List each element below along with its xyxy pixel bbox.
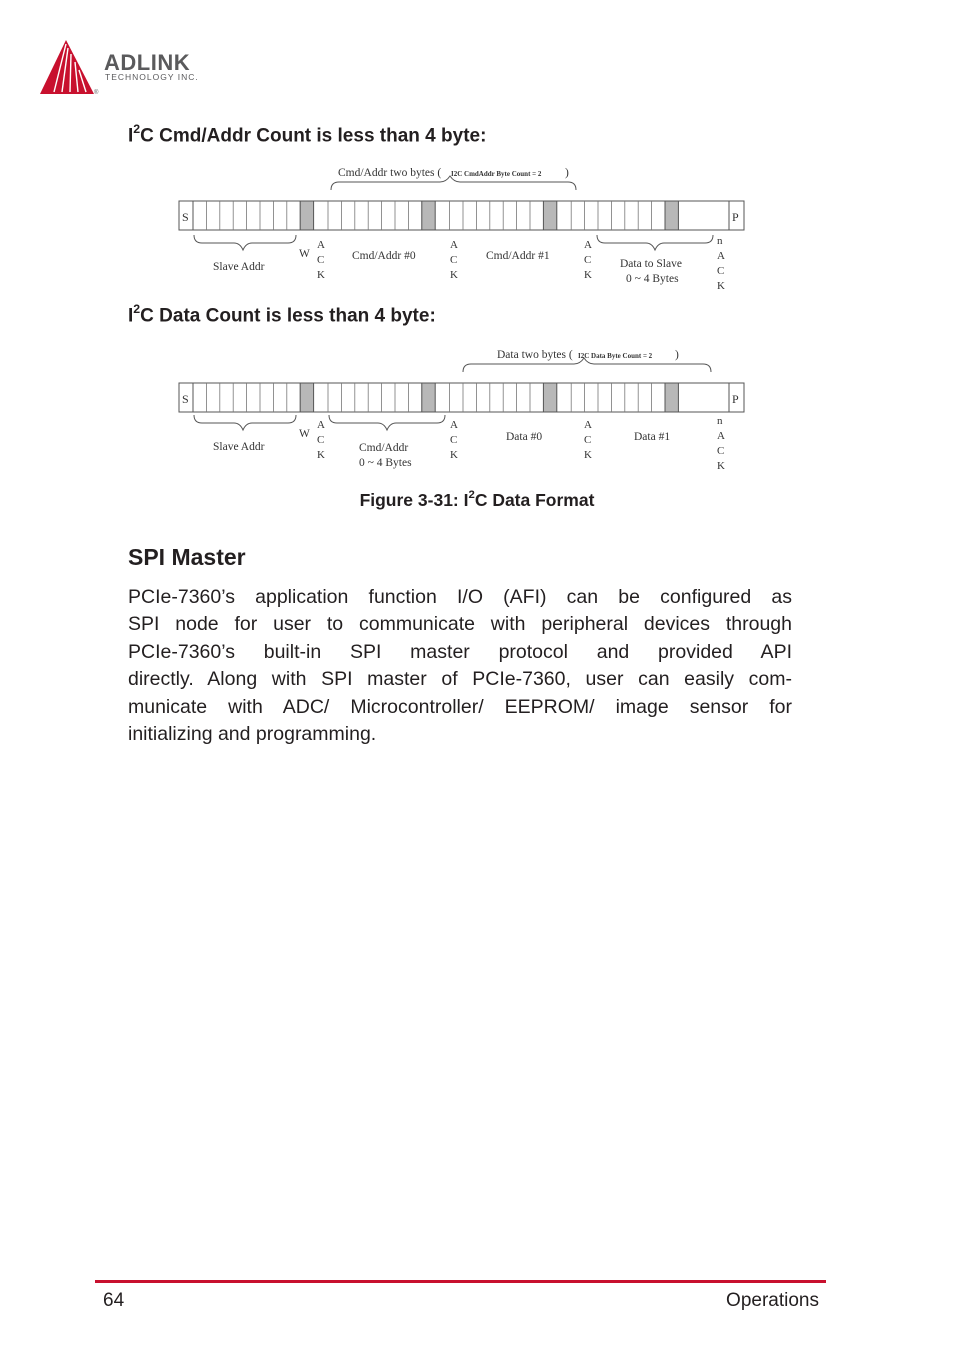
nack-letter: n: [717, 415, 723, 427]
nack-letter: n: [717, 235, 723, 247]
page-number: 64: [103, 1290, 125, 1311]
group-label: Cmd/Addr two bytes (: [338, 167, 442, 179]
ack-letter: A: [584, 239, 592, 251]
ack-letter: K: [584, 449, 592, 461]
ack-letter: K: [450, 449, 458, 461]
group-label-end: ): [565, 167, 569, 179]
group-label-end: ): [675, 349, 679, 361]
data-to-slave-label: Data to Slave: [620, 258, 682, 270]
cmdaddr0-label: Cmd/Addr #0: [352, 250, 416, 262]
ack-letter: C: [317, 254, 325, 266]
ack-letter: C: [584, 434, 592, 446]
logo-text: ADLINK: [104, 50, 191, 75]
paragraph-line: directly. Along with SPI master of PCIe-7360, user can easily com-: [128, 668, 792, 691]
byte-range-label: 0 ~ 4 Bytes: [359, 457, 412, 469]
bit-row: [179, 383, 744, 412]
write-bit-label: W: [299, 428, 310, 440]
paragraph-line: SPI node for user to communicate with peripheral devices through: [128, 613, 792, 636]
figure-caption: Figure 3-31: $I^2C$ Data Format: [359, 489, 595, 510]
slave-addr-label: Slave Addr: [213, 261, 265, 273]
cmdaddr-label: Cmd/Addr: [359, 442, 409, 454]
start-bit: S: [182, 210, 189, 224]
spi-master-paragraph: [128, 584, 792, 748]
registered-mark: ®: [94, 90, 99, 96]
nack-letter: A: [717, 250, 725, 262]
byte-range-label: 0 ~ 4 Bytes: [626, 273, 679, 285]
slave-addr-label: Slave Addr: [213, 441, 265, 453]
write-bit-label: W: [299, 248, 310, 260]
paragraph-line: PCIe-7360’s application function I/O (AFI) can be configured as: [128, 586, 792, 608]
ack-letter: A: [584, 419, 592, 431]
ack-letter: A: [317, 239, 325, 251]
stop-bit: P: [732, 392, 739, 406]
data0-label: Data #0: [506, 431, 543, 443]
ack-letter: C: [317, 434, 325, 446]
nack-letter: C: [717, 265, 725, 277]
data1-label: Data #1: [634, 431, 671, 443]
ack-letter: A: [317, 419, 325, 431]
section-heading-cmdaddr: $I^2C$ Cmd/Addr Count is less than 4 byte:: [128, 121, 487, 147]
ack-letter: C: [450, 254, 458, 266]
cmdaddr1-label: Cmd/Addr #1: [486, 250, 550, 262]
group-label-small: I2C CmdAddr Byte Count = 2: [451, 170, 542, 178]
ack-letter: K: [450, 269, 458, 281]
ack-letter: C: [450, 434, 458, 446]
footer-section: Operations: [726, 1290, 819, 1311]
start-bit: S: [182, 392, 189, 406]
paragraph-line: initializing and programming.: [128, 723, 377, 746]
nack-letter: C: [717, 445, 725, 457]
ack-letter: A: [450, 239, 458, 251]
ack-letter: K: [584, 269, 592, 281]
paragraph-line: municate with ADC/ Microcontroller/ EEPROM/ image sensor for: [128, 695, 792, 718]
bit-row: [179, 201, 744, 230]
nack-letter: A: [717, 430, 725, 442]
section-heading-data: $I^2C$ Data Count is less than 4 byte:: [128, 301, 436, 327]
nack-letter: K: [717, 280, 725, 292]
spi-master-heading: SPI Master: [128, 544, 246, 570]
paragraph-line: PCIe-7360’s built-in SPI master protocol and provided API: [128, 640, 792, 663]
ack-letter: K: [317, 269, 325, 281]
i2c-cmdaddr-diagram: [0, 160, 954, 295]
logo-subtext: TECHNOLOGY INC.: [105, 72, 199, 82]
i2c-data-diagram: [0, 340, 954, 475]
stop-bit: P: [732, 210, 739, 224]
ack-letter: K: [317, 449, 325, 461]
ack-letter: C: [584, 254, 592, 266]
footer-rule: [95, 1280, 826, 1283]
group-label-small: I2C Data Byte Count = 2: [578, 352, 653, 360]
ack-letter: A: [450, 419, 458, 431]
nack-letter: K: [717, 460, 725, 472]
group-label: Data two bytes (: [497, 349, 573, 361]
